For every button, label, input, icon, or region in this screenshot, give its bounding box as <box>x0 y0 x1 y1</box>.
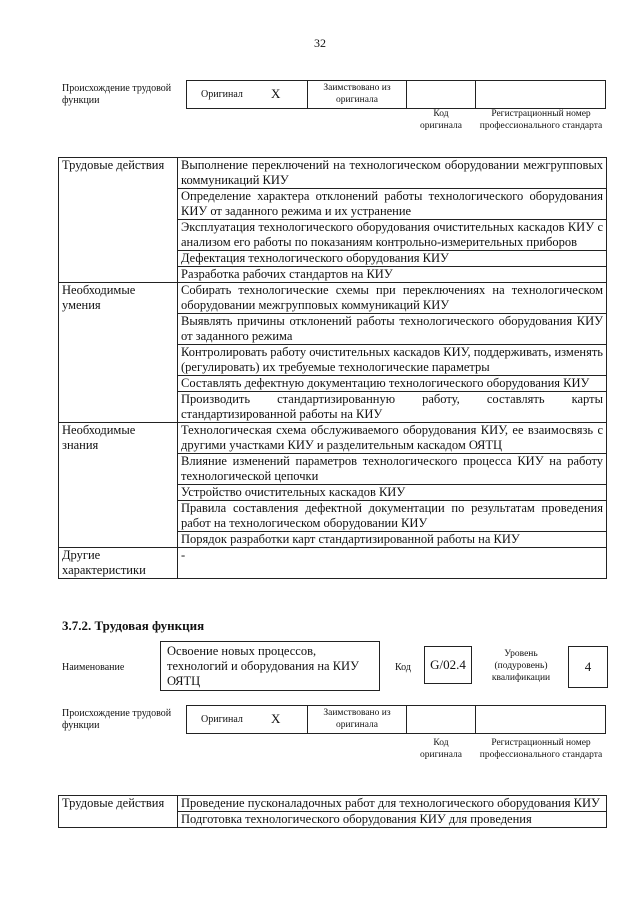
reg-number-label: Регистрационный номер профессионального стандарта <box>479 109 603 131</box>
origin-label: Происхождение трудовой функции <box>62 708 172 731</box>
original-mark: X <box>271 711 281 726</box>
row-value: Подготовка технологического оборудования КИУ для проведения <box>178 812 607 828</box>
table-row <box>59 796 607 812</box>
code-cell <box>406 80 476 109</box>
origin-label: Происхождение трудовой функции <box>62 83 172 106</box>
row-value: Производить стандартизированную работу, составлять карты стандартизированной работы на КИУ <box>178 392 607 423</box>
borrowed-cell <box>307 705 407 734</box>
row-value: Дефектация технологического оборудования КИУ <box>178 251 607 267</box>
labor-function-table-1 <box>58 157 607 579</box>
code-original-label: Код оригинала <box>420 109 462 131</box>
code-label: Код <box>395 662 411 673</box>
reg-cell <box>475 80 606 109</box>
reg-number-label: Регистрационный номер профессионального стандарта <box>479 738 603 760</box>
row-value: Технологическая схема обслуживаемого оборудования КИУ, ее взаимосвязь с другими участками КИУ и разделительным каскадом ОЯТЦ <box>178 423 607 454</box>
borrowed-text: Заимствовано из оригинала <box>323 83 391 105</box>
borrowed-text: Заимствовано из оригинала <box>323 708 391 730</box>
row-value: - <box>178 548 607 579</box>
code-original-label: Код оригинала <box>420 738 462 760</box>
row-value: Составлять дефектную документацию технологического оборудования КИУ <box>178 376 607 392</box>
row-value: Устройство очистительных каскадов КИУ <box>178 485 607 501</box>
row-value: Эксплуатация технологического оборудования очистительных каскадов КИУ с анализом его работы по показаниям контрольно-измерительных приборов <box>178 220 607 251</box>
row-value: Правила составления дефектной документации по результатам проведения работ на технологическом оборудовании КИУ <box>178 501 607 532</box>
row-value: Влияние изменений параметров технологического процесса КИУ на работу технологической цепочки <box>178 454 607 485</box>
page-number: 32 <box>314 36 326 50</box>
row-label: Трудовые действия <box>59 796 178 828</box>
code-value: G/02.4 <box>424 646 472 684</box>
row-value: Порядок разработки карт стандартизированной работы на КИУ <box>178 532 607 548</box>
row-label: Трудовые действия <box>59 158 178 283</box>
row-value: Проведение пусконаладочных работ для технологического оборудования КИУ <box>178 796 607 812</box>
row-value: Собирать технологические схемы при переключениях на технологическом оборудовании межгрупповых коммуникаций КИУ <box>178 283 607 314</box>
code-cell <box>406 705 476 734</box>
row-label: Необходимые умения <box>59 283 178 423</box>
row-label: Другие характеристики <box>59 548 178 579</box>
section-heading: 3.7.2. Трудовая функция <box>62 618 205 633</box>
origin-block-2 <box>62 705 606 777</box>
row-value: Разработка рабочих стандартов на КИУ <box>178 267 607 283</box>
table-row <box>59 423 607 454</box>
row-value: Выявлять причины отклонений работы технологического оборудования КИУ от заданного режима <box>178 314 607 345</box>
level-label: Уровень (подуровень) квалификации <box>491 649 551 683</box>
original-text: Оригинал <box>201 89 243 100</box>
table-row <box>59 158 607 189</box>
level-value: 4 <box>568 646 608 688</box>
original-mark: X <box>271 86 281 101</box>
table-row <box>59 548 607 579</box>
reg-cell <box>475 705 606 734</box>
row-value: Выполнение переключений на технологическом оборудовании межгрупповых коммуникаций КИУ <box>178 158 607 189</box>
row-value: Контролировать работу очистительных каскадов КИУ, поддерживать, изменять (регулировать) их требуемые технологические параметры <box>178 345 607 376</box>
row-value: Определение характера отклонений работы технологического оборудования КИУ от заданного режима и их устранение <box>178 189 607 220</box>
original-cell <box>186 80 308 109</box>
name-value: Освоение новых процессов, технологий и оборудования на КИУ ОЯТЦ <box>160 641 380 691</box>
name-label: Наименование <box>62 662 125 673</box>
original-cell <box>186 705 308 734</box>
labor-function-table-2 <box>58 795 607 828</box>
row-label: Необходимые знания <box>59 423 178 548</box>
table-row <box>59 283 607 314</box>
original-text: Оригинал <box>201 714 243 725</box>
borrowed-cell <box>307 80 407 109</box>
origin-block-1 <box>62 80 606 150</box>
